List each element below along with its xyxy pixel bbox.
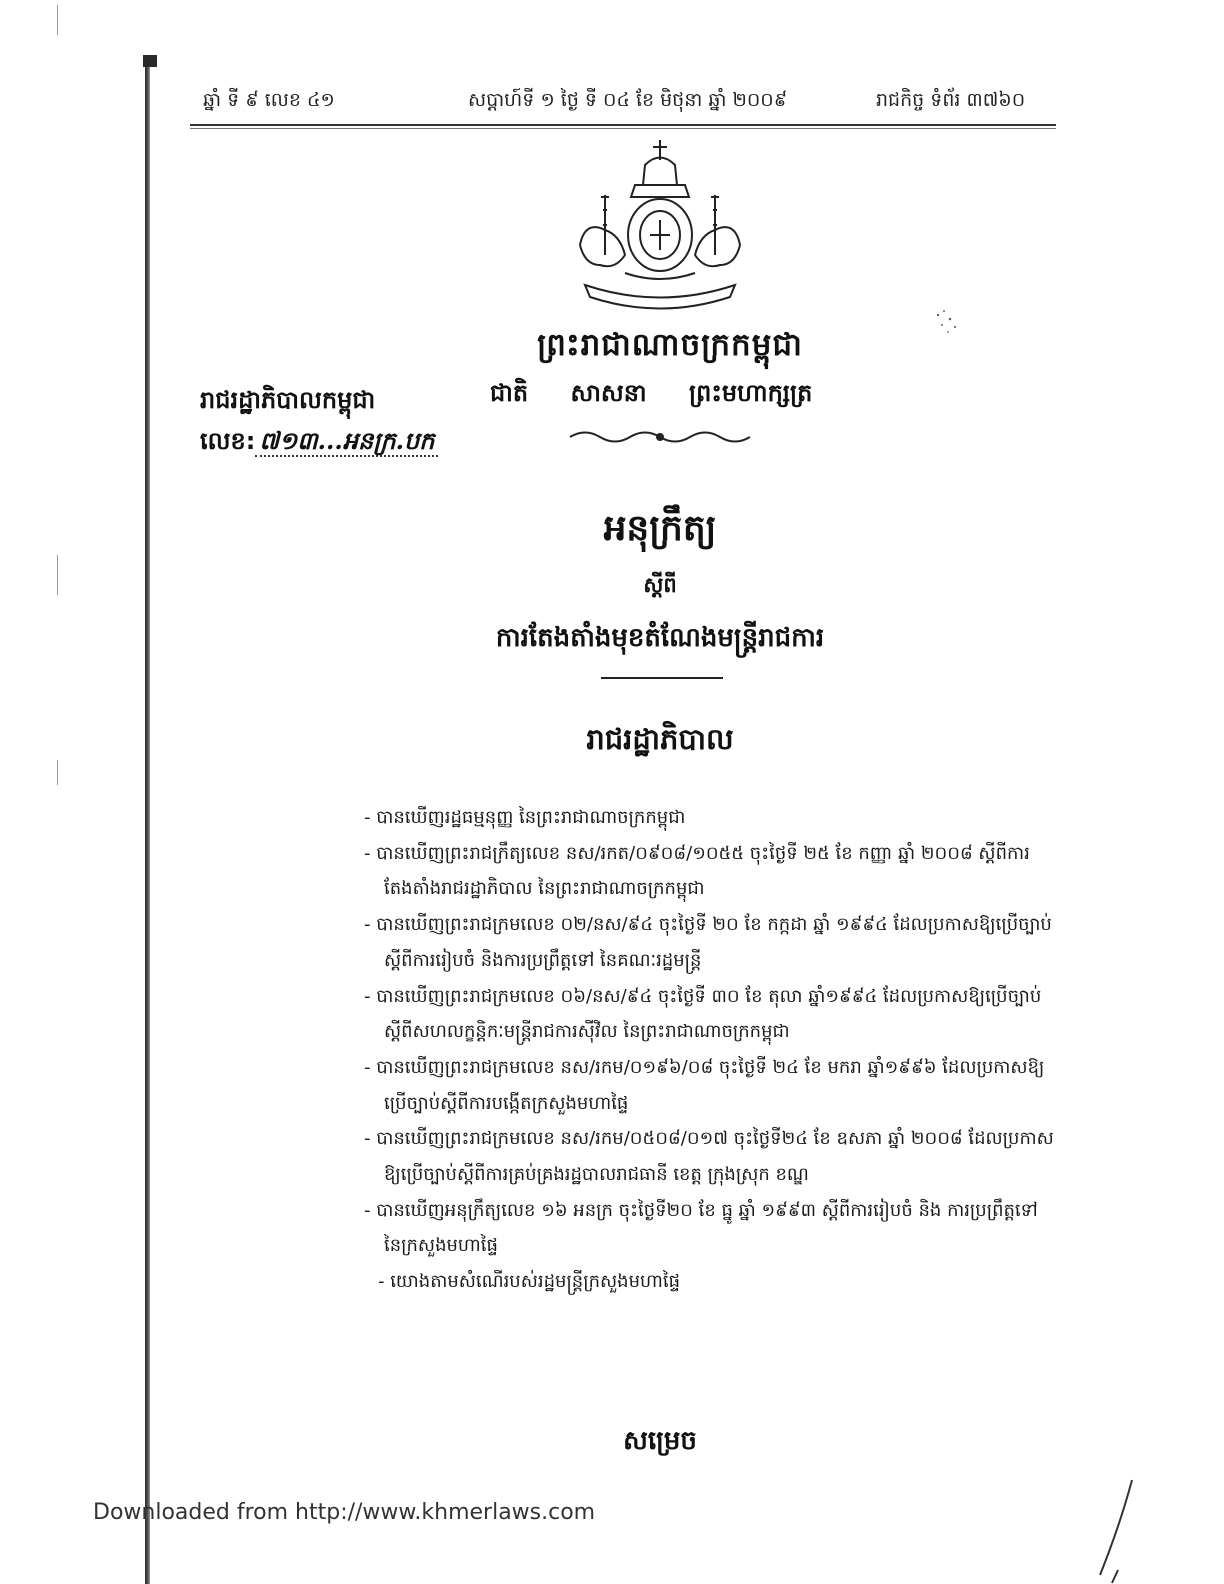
visa-line: ប្រើច្បាប់ស្តីពីការបង្កើតក្រសួងមហាផ្ទៃ	[384, 1092, 629, 1114]
scan-speckle	[930, 305, 970, 340]
motto-nation: ជាតិ	[490, 379, 529, 407]
margin-tick	[57, 5, 58, 35]
title-separator	[601, 677, 723, 679]
header-divider-thin	[190, 128, 1056, 129]
motto-religion: សាសនា	[570, 379, 647, 407]
visa-line: ស្តីពីការរៀបចំ និងការប្រព្រឹត្តទៅ នៃគណៈរដ្ឋមន្ត្រី	[384, 949, 702, 971]
margin-tick	[57, 555, 58, 595]
visa-line: - បានឃើញព្រះរាជក្រមលេខ ០៦/នស/៩៤ ចុះថ្ងៃទី ៣០ ខែ តុលា ឆ្នាំ១៩៩៤ ដែលប្រកាសឱ្យប្រើច្បាប់	[364, 985, 1042, 1007]
visa-line: - បានឃើញព្រះរាជក្រមលេខ នស/រកម/០៥០៨/០១៧ ចុះថ្ងៃទី២៤ ខែ ឧសភា ឆ្នាំ ២០០៨ ដែលប្រកាស	[364, 1128, 1054, 1150]
council-heading: រាជរដ្ឋាភិបាល	[586, 722, 734, 756]
kingdom-heading: ព្រះរាជាណាចក្រកម្ពុជា	[537, 327, 803, 363]
header-page: រាជកិច្ច ទំព័រ ៣៧៦០	[876, 89, 1026, 111]
document-subject: ការតែងតាំងមុខតំណែងមន្ត្រីរាជការ	[495, 623, 825, 653]
margin-tick	[57, 760, 58, 785]
scan-binding-edge	[145, 55, 150, 1584]
document-type-title: អនុក្រឹត្យ	[603, 508, 717, 549]
document-number-handwritten: ៧១៣...អនក្រ.បក	[255, 426, 438, 457]
header-date: សប្តាហ៍ទី ១ ថ្ងៃ ទី ០៤ ខែ មិថុនា ឆ្នាំ ២០០៩	[468, 89, 788, 111]
visa-line: ឱ្យប្រើច្បាប់ស្តីពីការគ្រប់គ្រងរដ្ឋបាលរាជធានី ខេត្ត ក្រុងស្រុក ខណ្ឌ	[384, 1164, 809, 1186]
visa-line: - បានឃើញអនុក្រឹត្យលេខ ១៦ អនក្រ ចុះថ្ងៃទី២០ ខែ ធ្នូ ឆ្នាំ ១៩៩៣ ស្តីពីការរៀបចំ និង ការប្រព្រឹត្តទៅ	[364, 1199, 1038, 1221]
pen-stroke-mark	[1090, 1475, 1150, 1584]
scan-binding-corner	[143, 55, 157, 67]
visa-list	[364, 800, 1109, 1300]
visa-line: - បានឃើញព្រះរាជក្រឹត្យលេខ នស/រកត/០៩០៨/១០៥៥ ចុះថ្ងៃទី ២៥ ខែ កញ្ញា ឆ្នាំ ២០០៨ ស្តីពីការ	[364, 842, 1030, 864]
download-source-footer: Downloaded from http://www.khmerlaws.com	[93, 1500, 596, 1525]
visa-line: ស្តីពីសហលក្ខន្តិកៈមន្ត្រីរាជការស៊ីវិល នៃព្រះរាជាណាចក្រកម្ពុជា	[384, 1021, 790, 1043]
about-label: ស្តីពី	[643, 573, 677, 597]
visa-line: - បានឃើញព្រះរាជក្រមលេខ ០២/នស/៩៤ ចុះថ្ងៃទី ២០ ខែ កក្កដា ឆ្នាំ ១៩៩៤ ដែលប្រកាសឱ្យប្រើច្បាប់	[364, 914, 1052, 936]
visa-line: - យោងតាមសំណើរបស់រដ្ឋមន្ត្រីក្រសួងមហាផ្ទៃ	[378, 1271, 680, 1293]
issuer-government: រាជរដ្ឋាភិបាលកម្ពុជា	[200, 386, 376, 414]
visa-line: - បានឃើញរដ្ឋធម្មនុញ្ញ នៃព្រះរាជាណាចក្រកម្ពុជា	[364, 807, 686, 828]
royal-coat-of-arms-emblem	[565, 135, 755, 310]
decorative-ornament	[565, 428, 755, 446]
visa-line: តែងតាំងរាជរដ្ឋាភិបាល នៃព្រះរាជាណាចក្រកម្ពុជា	[384, 878, 705, 900]
header-year-issue: ឆ្នាំ ទី ៩ លេខ ៤១	[203, 89, 335, 111]
header-divider	[190, 124, 1056, 126]
gazette-header	[195, 88, 1055, 118]
motto-king: ព្រះមហាក្សត្រ	[688, 379, 813, 407]
national-motto	[490, 378, 850, 413]
document-number-prefix: លេខ:	[200, 427, 256, 455]
decides-heading: សម្រេច	[623, 1426, 697, 1456]
document-number	[200, 426, 438, 461]
visa-line: នៃក្រសួងមហាផ្ទៃ	[384, 1235, 498, 1257]
visa-line: - បានឃើញព្រះរាជក្រមលេខ នស/រកម/០១៩៦/០៨ ចុះថ្ងៃទី ២៤ ខែ មករា ឆ្នាំ១៩៩៦ ដែលប្រកាសឱ្យ	[364, 1056, 1045, 1078]
